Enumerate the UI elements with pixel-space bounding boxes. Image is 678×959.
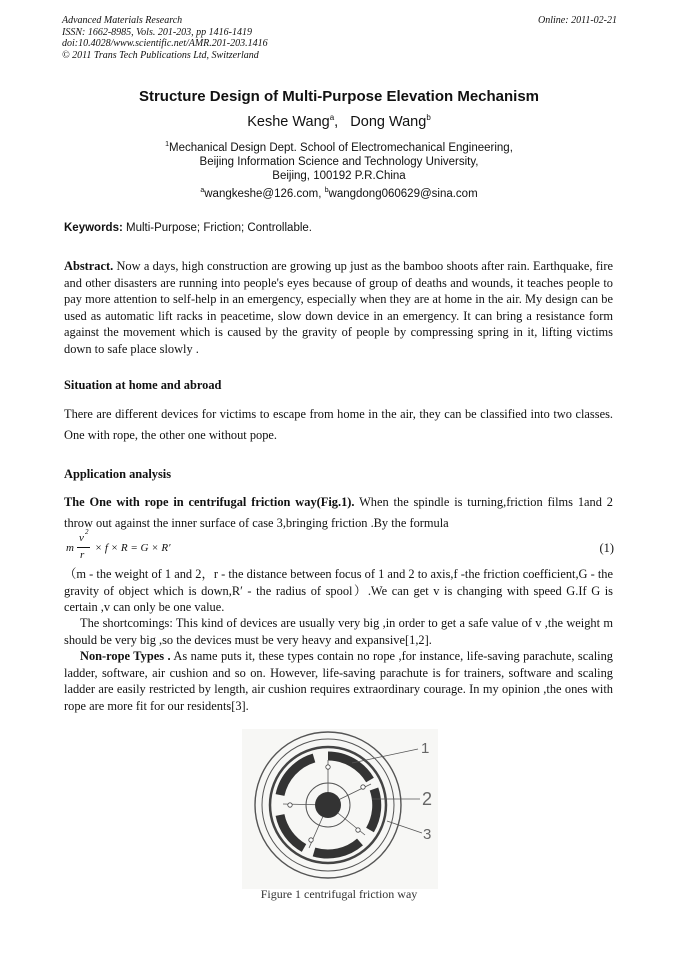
abstract	[64, 258, 613, 358]
pin-5	[288, 803, 292, 807]
figure-label-1: 1	[421, 740, 430, 757]
copyright-line: © 2011 Trans Tech Publications Ltd, Switzerland	[62, 49, 259, 61]
author-1-sup: a	[329, 113, 335, 122]
affiliation-line-1: Mechanical Design Dept. School of Electromechanical Engineering,	[168, 141, 513, 154]
figure-label-2: 2	[422, 789, 433, 809]
formula-fraction-bar	[77, 547, 90, 548]
nonrope-text: As name puts it, these types contain no rope ,for instance, life-saving parachute, scaling ladder, software, air cushion and so on. However, life-saving parachute is for trainers, software and scaling ladder are easily restricted by length, air cushion requires extraordinary courage. In my opinion ,the ones with rope are more fit for our residents[3].	[64, 649, 613, 713]
email-a: wangkeshe@126.com,	[204, 187, 325, 200]
formula-rest: × f × R = G × R′	[92, 542, 171, 554]
pin-1	[326, 765, 330, 769]
rope-paragraph	[64, 492, 613, 534]
keywords	[64, 222, 312, 234]
email-b: wangdong060629@sina.com	[328, 187, 478, 200]
shortcomings-paragraph: The shortcomings: This kind of devices are usually very big ,in order to get a safe value of v ,the weight m should be very big ,so the devices must be very heavy and expansive[1,2].	[64, 616, 613, 647]
affiliation-line-3: Beijing, 100192 P.R.China	[272, 169, 406, 182]
email-line	[0, 187, 678, 200]
figure-1-caption: Figure 1 centrifugal friction way	[260, 887, 418, 901]
doi-line: doi:10.4028/www.scientific.net/AMR.201-203.1416	[62, 38, 268, 50]
formula-m: m	[66, 542, 74, 554]
rope-text: When the spindle is turning,friction films 1and 2 throw out against the inner surface of case 3,bringing friction .By the formula	[64, 495, 613, 530]
author-separator: ,	[334, 113, 351, 130]
formula-v: v	[79, 532, 84, 544]
section-situation-text: There are different devices for victims to escape from home in the air, they can be classified into two classes. One with rope, the other one without pope.	[64, 407, 613, 442]
pin-4	[309, 838, 313, 842]
affiliation-line-2: Beijing Information Science and Technology University,	[199, 155, 479, 168]
equation-number: (1)	[599, 541, 614, 555]
author-2-sup: b	[426, 113, 431, 122]
rope-label: The One with rope in centrifugal friction way(Fig.1).	[64, 495, 355, 509]
abstract-label: Abstract.	[64, 259, 114, 273]
formula-1	[66, 528, 614, 566]
keywords-label: Keywords:	[64, 222, 123, 234]
spindle	[315, 792, 341, 818]
pin-2	[361, 785, 365, 789]
section-heading-application: Application analysis	[64, 467, 172, 481]
journal-header	[62, 15, 617, 61]
abstract-text: Now a days, high construction are growing up just as the bamboo shoots after rain. Earthquake, fire and other disasters are running into people's eyes because of group of deaths and wounds, it teaches people to pay more attention to self-help in an emergency, especially when they are at home in the air. My design can be used as automatic lift racks in peacetime, slow down device in an emergency. It can bring a resistance form against the movement which is caused by the gravity of people by compressing spring in it, lifting victims down to safe place slowly .	[64, 259, 613, 356]
figure-1	[242, 729, 438, 909]
affiliation	[0, 138, 678, 183]
email-a-sup: a	[200, 187, 205, 194]
online-date: Online: 2011-02-21	[538, 15, 617, 26]
section-heading-situation: Situation at home and abroad	[64, 378, 222, 392]
centrifugal-friction-diagram	[242, 729, 438, 889]
formula-r: r	[80, 549, 85, 561]
issn-line: ISSN: 1662-8985, Vols. 201-203, pp 1416-1419	[62, 26, 252, 38]
keywords-text: Multi-Purpose; Friction; Controllable.	[122, 222, 312, 234]
formula-squared: 2	[85, 528, 89, 536]
affiliation-sup: 1	[165, 141, 169, 148]
author-2: Dong Wang	[350, 113, 427, 130]
email-b-sup: b	[324, 187, 329, 194]
nonrope-label: Non-rope Types .	[80, 649, 171, 663]
author-line	[0, 113, 678, 130]
formula-explanation: （m - the weight of 1 and 2，r - the distance between focus of 1 and 2 to axis,f -the friction coefficient,G - the gravity of object which is down,R′ - the radius of spool）.We can get v is changing with speed G.If G is certain ,v can only be one value.	[64, 567, 613, 615]
author-1: Keshe Wang	[247, 113, 330, 130]
nonrope-paragraph	[64, 648, 613, 714]
pin-3	[356, 828, 360, 832]
journal-name: Advanced Materials Research	[62, 15, 183, 26]
figure-label-3: 3	[423, 826, 432, 843]
paper-title: Structure Design of Multi-Purpose Elevation Mechanism	[138, 88, 540, 105]
